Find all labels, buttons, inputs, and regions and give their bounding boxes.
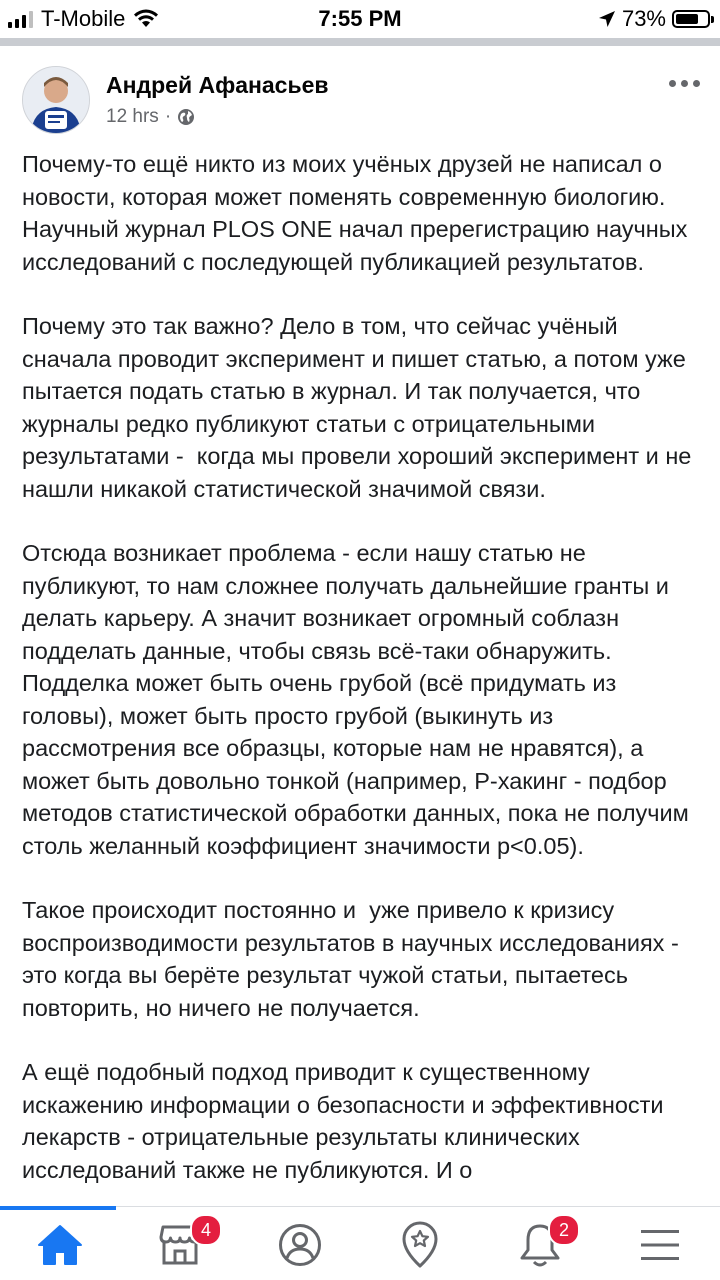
tab-notifications[interactable] xyxy=(480,1214,600,1276)
menu-icon xyxy=(640,1227,680,1263)
profile-icon xyxy=(278,1223,322,1267)
post-meta xyxy=(106,106,195,128)
dot-icon xyxy=(693,80,700,87)
tab-menu[interactable] xyxy=(600,1214,720,1276)
location-arrow-icon xyxy=(598,10,616,28)
more-options-button[interactable] xyxy=(669,80,700,87)
tab-marketplace[interactable] xyxy=(120,1214,240,1276)
pages-icon xyxy=(400,1221,440,1269)
battery-percent: 73% xyxy=(621,6,666,31)
post-paragraph: Почему это так важно? Дело в том, что сейчас учёный сначала проводит эксперимент и пишет статью, а потом уже пытается подать статью в журнал. И так получается, что журналы редко публикуют статьи с отрицательными результатами - когда мы провели хороший эксперимент и не нашли никакой статистической значимой связи. xyxy=(22,313,698,502)
status-bar xyxy=(0,0,720,36)
meta-separator: · xyxy=(164,106,172,127)
status-time: 7:55 PM xyxy=(318,6,402,31)
bottom-tab-bar xyxy=(0,1206,720,1280)
tab-home[interactable] xyxy=(0,1214,120,1276)
author-name[interactable]: Андрей Афанасьев xyxy=(106,72,329,98)
carrier-label: T-Mobile xyxy=(41,6,126,31)
post-time[interactable]: 12 hrs xyxy=(106,106,159,127)
post-paragraph: Такое происходит постоянно и уже привело к кризису воспроизводимости результатов в научных исследованиях - это когда вы берёте результат чужой статьи, пытаетесь повторить, но ничего не получается. xyxy=(22,897,686,1021)
status-right xyxy=(598,6,710,32)
avatar-photo xyxy=(23,67,89,133)
globe-icon xyxy=(177,108,195,126)
home-icon xyxy=(37,1224,83,1266)
post-text xyxy=(22,148,702,1206)
notifications-badge: 2 xyxy=(548,1214,580,1246)
dot-icon xyxy=(681,80,688,87)
battery-icon xyxy=(672,10,710,28)
post-paragraph: Почему-то ещё никто из моих учёных друзей не написал о новости, которая может поменять современную биологию. Научный журнал PLOS ONE начал пререгистрацию научных исследований с последующей публикацией результатов. xyxy=(22,151,694,275)
feed-divider xyxy=(0,38,720,46)
battery-level xyxy=(676,14,698,24)
dot-icon xyxy=(669,80,676,87)
active-tab-indicator xyxy=(0,1206,116,1210)
tab-pages[interactable] xyxy=(360,1214,480,1276)
post-paragraph: А ещё подобный подход приводит к существенному искажению информации о безопасности и эффективности лекарств - отрицательные результаты клинических исследований также не публикуются. И о xyxy=(22,1059,671,1183)
avatar[interactable] xyxy=(22,66,90,134)
post-paragraph: Отсюда возникает проблема - если нашу статью не публикуют, то нам сложнее получать дальнейшие гранты и делать карьеру. А значит возникает огромный соблазн подделать данные, чтобы связь всё-таки обнаружить. Подделка может быть очень грубой (всё придумать из головы), может быть просто грубой (выкинуть из рассмотрения все образцы, которые нам не нравятся), а может быть довольно тонкой (например, P-хакинг - подбор методов статистической обработки данных, пока не получим столь желанный коэффициент значимости p<0.05). xyxy=(22,540,696,859)
tab-profile[interactable] xyxy=(240,1214,360,1276)
marketplace-badge: 4 xyxy=(190,1214,222,1246)
post-header xyxy=(22,66,700,136)
